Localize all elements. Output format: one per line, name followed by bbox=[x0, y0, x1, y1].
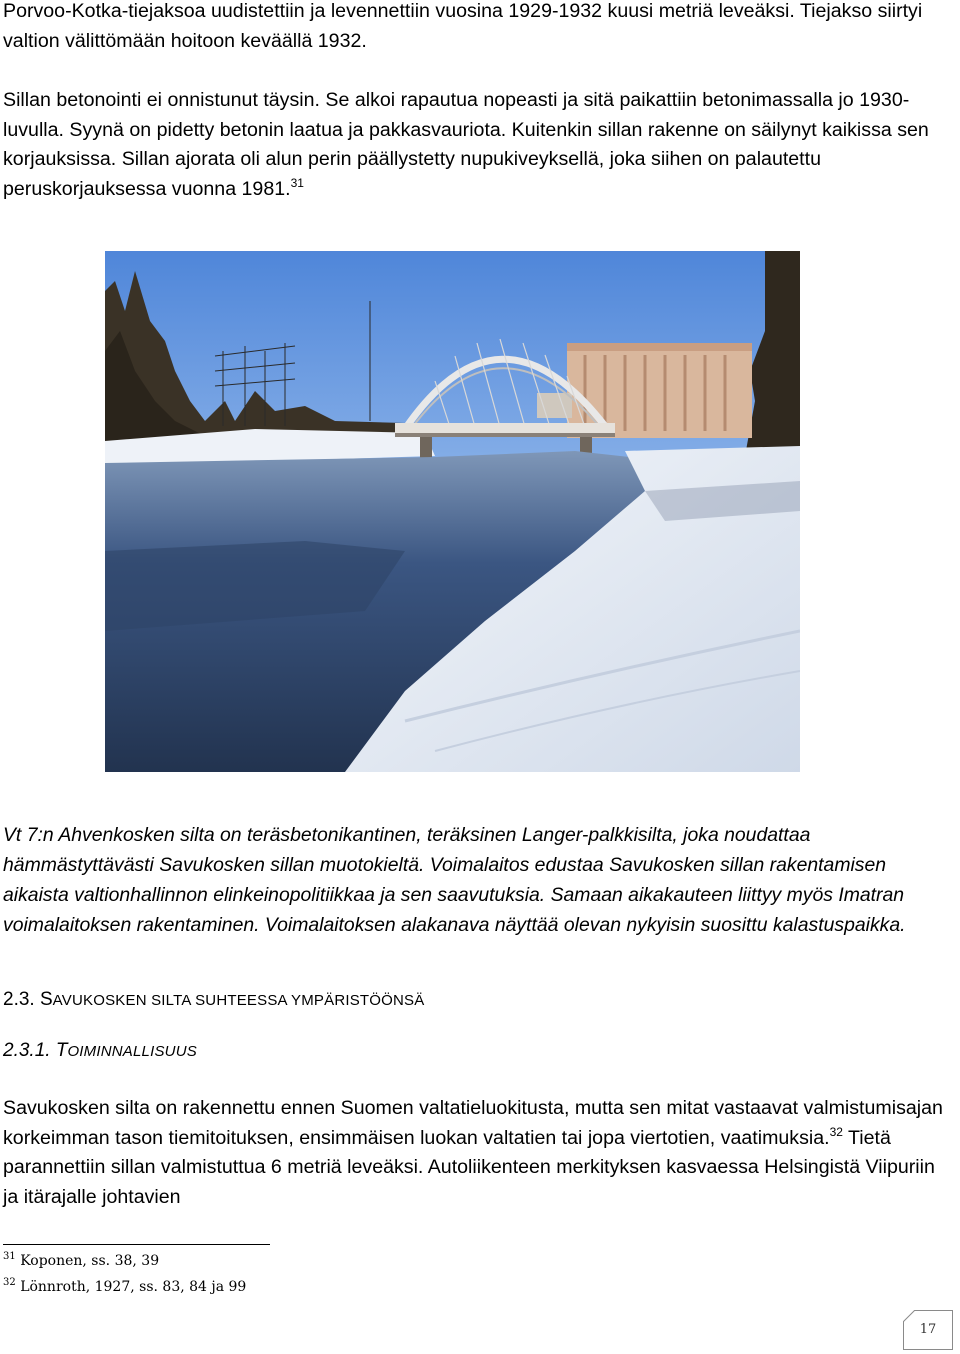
section-heading-2-3: 2.3. SAVUKOSKEN SILTA SUHTEESSA YMPÄRISTÖÖNSÄ bbox=[3, 989, 425, 1010]
footnote-ref-32[interactable]: 32 bbox=[829, 1124, 843, 1139]
page-number-box bbox=[903, 1310, 953, 1350]
paragraph-3: Savukosken silta on rakennettu ennen Suomen valtatieluokitusta, mutta sen mitat vastaavat valmistumisajan korkeimman tason tiemitoituksen, ensimmäisen luokan valtatien tai jopa viertotien, vaatimuksia.$^{32}$ Tietä parannettiin sillan valmistuttua 6 metriä leveäksi. Autoliikenteen merkityksen kasvaessa Helsingistä Viipuriin ja itärajalle johtavien bbox=[3, 1097, 943, 1208]
page-number: 17 bbox=[919, 1322, 937, 1337]
paragraph-1: Porvoo-Kotka-tiejaksoa uudistettiin ja levennettiin vuosina 1929-1932 kuusi metriä leveäksi. Tiejakso siirtyi valtion välittömään hoitoon keväällä 1932. bbox=[3, 0, 923, 52]
footnote-32: $^{32}$ Lönnroth, 1927, ss. 83, 84 ja 99 bbox=[3, 1277, 247, 1295]
footnote-ref-31[interactable]: 31 bbox=[290, 175, 304, 190]
page-corner-fold-icon bbox=[903, 1310, 915, 1322]
footnote-31: $^{31}$ Koponen, ss. 38, 39 bbox=[3, 1251, 160, 1269]
section-heading-2-3-1: 2.3.1. TOIMINNALLISUUS bbox=[3, 1040, 197, 1061]
photo-caption: Vt 7:n Ahvenkosken silta on teräsbetonikantinen, teräksinen Langer-palkkisilta, joka noudattaa hämmästyttävästi Savukosken sillan muotokieltä. Voimalaitos edustaa Savukosken sillan rakentamisen aikaista valtionhallinnon elinkeinopolitiikkaa ja sen saavutuksia. Samaan aikakauteen liittyy myös Imatran voimalaitoksen rakentaminen. Voimalaitoksen alakanava näyttää olevan nykyisin suosittu kalastuspaikka. bbox=[3, 824, 906, 936]
footnote-separator bbox=[3, 1244, 270, 1245]
paragraph-2: Sillan betonointi ei onnistunut täysin. Se alkoi rapautua nopeasti ja sitä paikattiin betonimassalla jo 1930-luvulla. Syynä on pidetty betonin laatua ja pakkasvauriota. Kuitenkin sillan rakenne on säilynyt kaikissa sen korjauksissa. Sillan ajorata oli alun perin päällystetty nupukiveyksellä, joka siihen on palautettu peruskorjauksessa vuonna 1981.31 bbox=[3, 89, 929, 200]
bridge-photo bbox=[105, 251, 800, 772]
